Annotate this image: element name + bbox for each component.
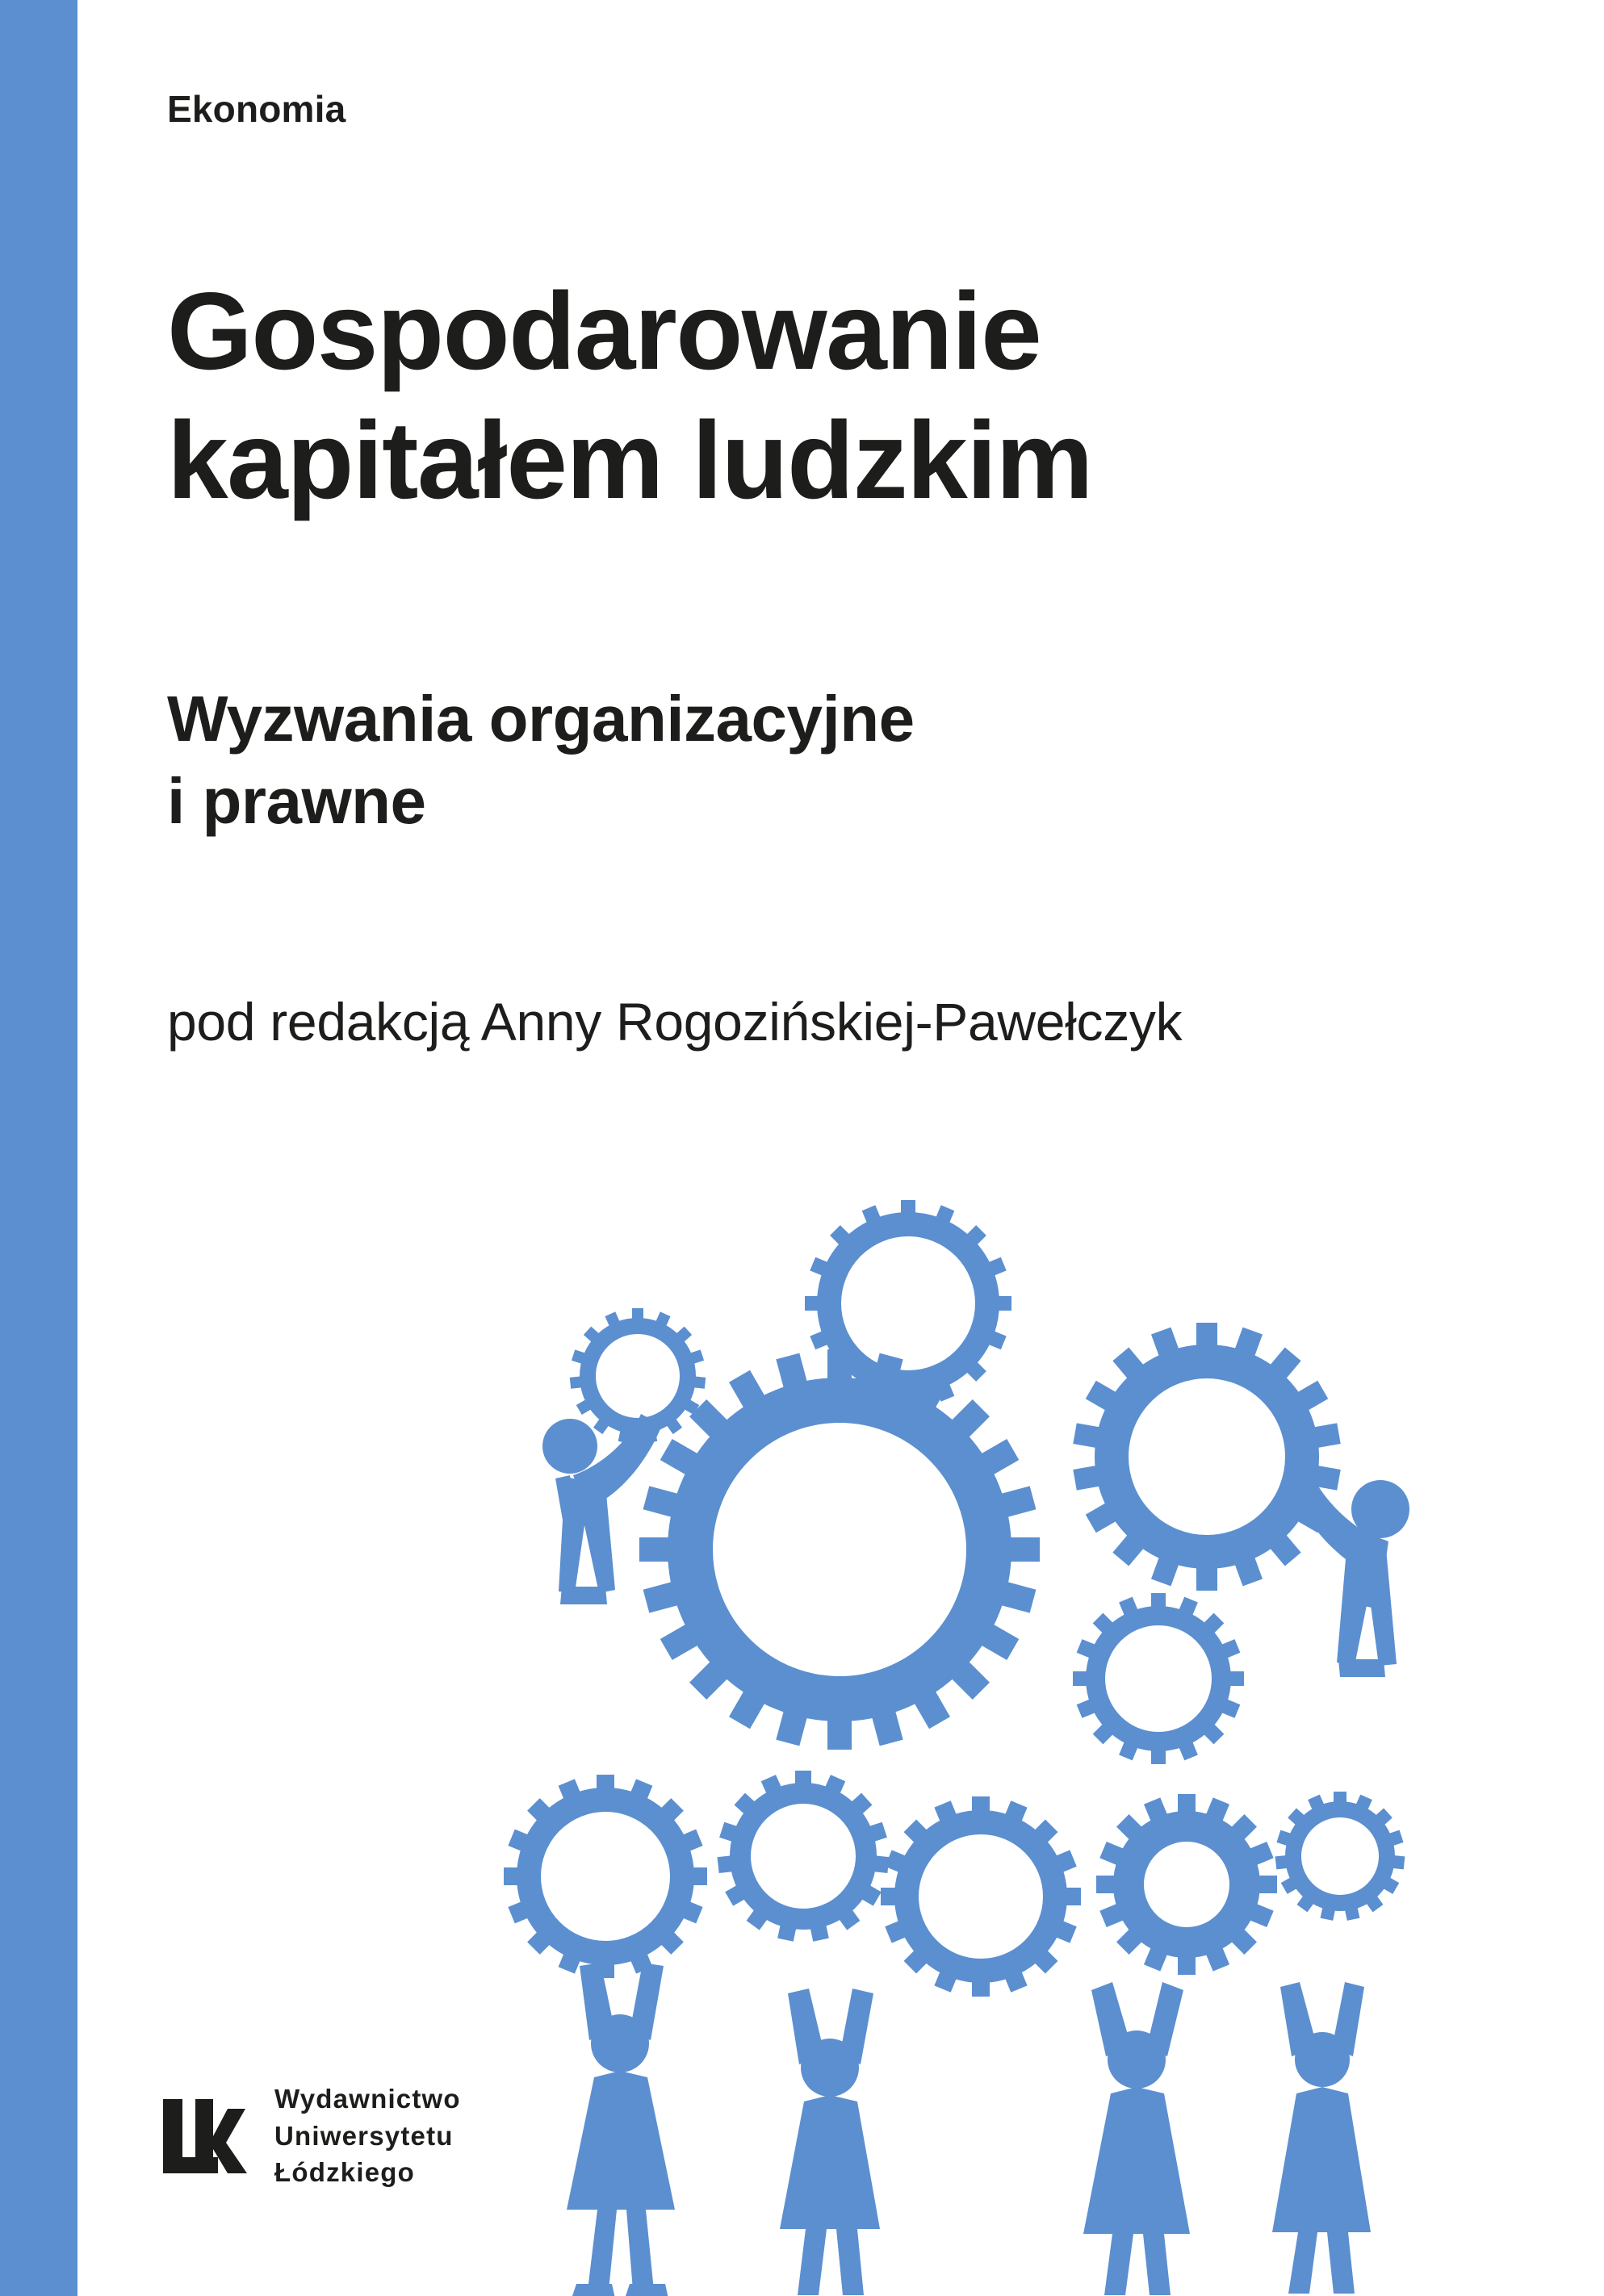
page-title xyxy=(167,266,1475,525)
publisher-line-3: Łódzkiego xyxy=(274,2157,415,2188)
title-line-1: Gospodarowanie xyxy=(167,270,1041,392)
editor-credit: pod redakcją Anny Rogozińskiej-Pawełczyk xyxy=(167,992,1183,1052)
accent-side-band xyxy=(0,0,77,2296)
subtitle-line-2: i prawne xyxy=(167,765,426,838)
publisher-block xyxy=(158,2081,461,2191)
subtitle-line-1: Wyzwania organizacyjne xyxy=(167,683,915,755)
title-line-2: kapitałem ludzkim xyxy=(167,399,1092,522)
people-turning-gears-illustration xyxy=(476,1186,1604,2296)
lodz-university-press-logo-icon xyxy=(158,2093,255,2180)
page-subtitle xyxy=(167,678,1378,843)
series-label: Ekonomia xyxy=(167,88,346,130)
publisher-name xyxy=(274,2081,461,2191)
publisher-line-2: Uniwersytetu xyxy=(274,2120,454,2151)
publisher-line-1: Wydawnictwo xyxy=(274,2084,461,2114)
